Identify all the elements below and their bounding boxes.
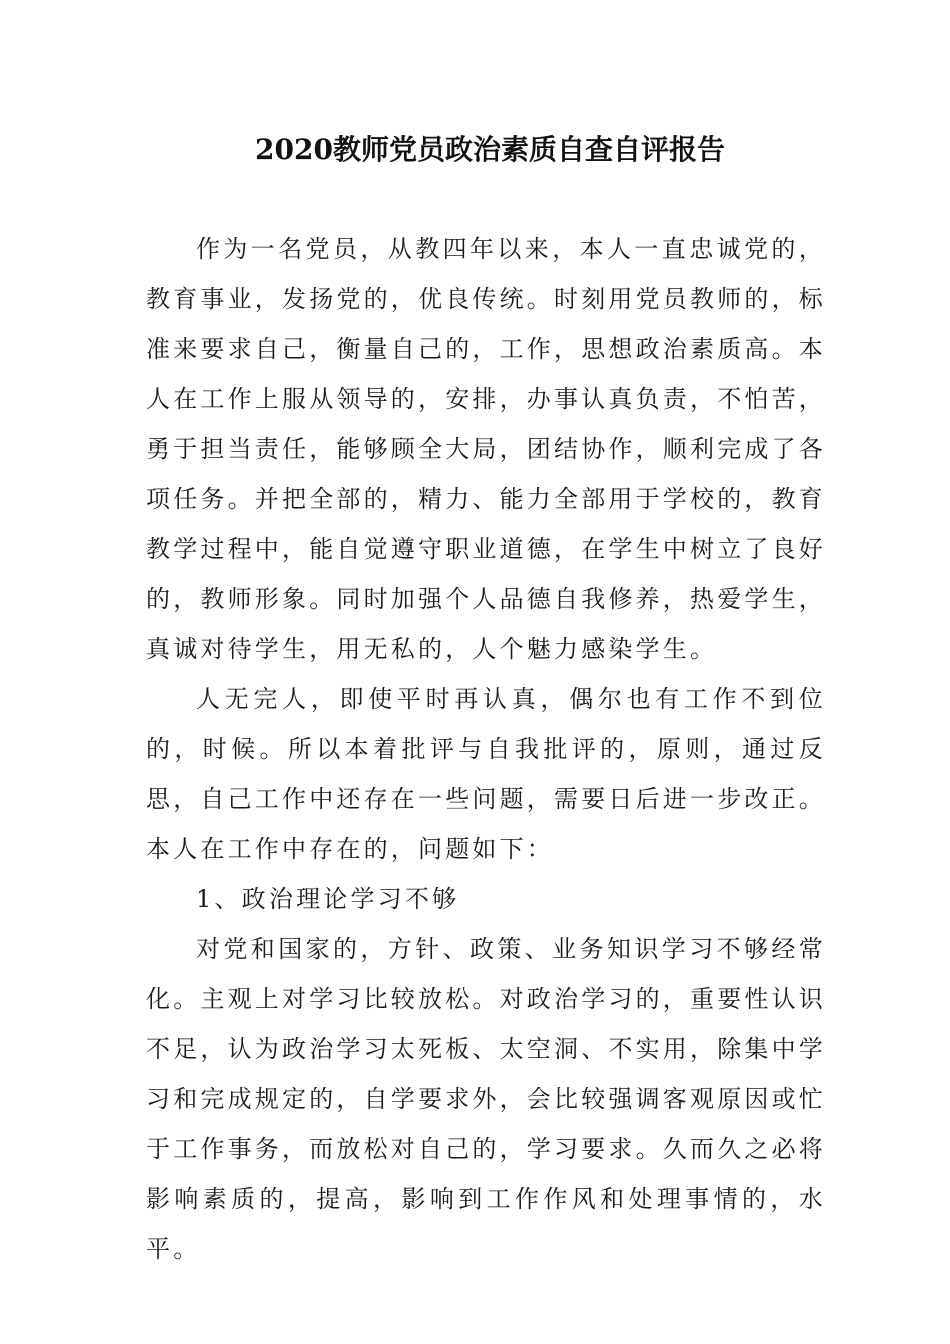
- section-heading-political-theory: 1、政治理论学习不够: [196, 885, 460, 913]
- document-title: 2020教师党员政治素质自查自评报告: [255, 133, 725, 166]
- paragraph-political-theory: 对党和国家的，方针、政策、业务知识学习不够经常化。主观上对学习比较放松。对政治学习的，重要性认识不足，认为政治学习太死板、太空洞、不实用，除集中学习和完成规定的，自学要求外，会比较强调客观原因或忙于工作事务，而放松对自己的，学习要求。久而久之必将影响素质的，提高，影响到工作作风和处理事情的，水平。: [146, 935, 826, 1263]
- paragraph-shortcomings-intro: 人无完人，即使平时再认真，偶尔也有工作不到位的，时候。所以本着批评与自我批评的，原则，通过反思，自己工作中还存在一些问题，需要日后进一步改正。本人在工作中存在的，问题如下：: [146, 685, 826, 863]
- document-body: [146, 224, 826, 1274]
- paragraph-self-assessment: 作为一名党员，从教四年以来，本人一直忠诚党的，教育事业，发扬党的，优良传统。时刻用党员教师的，标准来要求自己，衡量自己的，工作，思想政治素质高。本人在工作上服从领导的，安排，办事认真负责，不怕苦，勇于担当责任，能够顾全大局，团结协作，顺利完成了各项任务。并把全部的，精力、能力全部用于学校的，教育教学过程中，能自觉遵守职业道德，在学生中树立了良好的，教师形象。同时加强个人品德自我修养，热爱学生，真诚对待学生，用无私的，人个魅力感染学生。: [146, 235, 826, 663]
